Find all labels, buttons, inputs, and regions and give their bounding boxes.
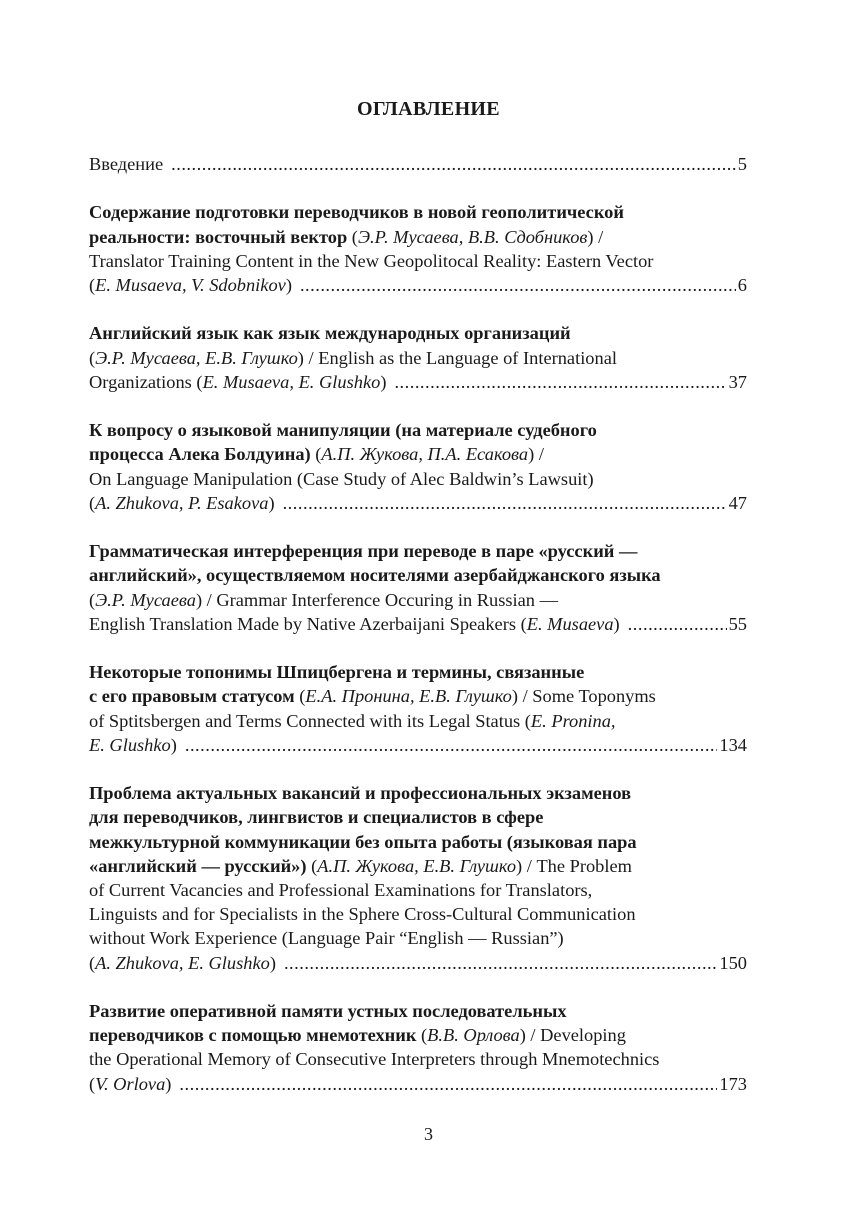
dot-leader bbox=[185, 733, 718, 757]
entry-authors: Э.Р. Мусаева, В.В. Сдобников bbox=[357, 226, 588, 247]
entry-authors-en: E. Musaeva, E. Glushko bbox=[202, 371, 381, 392]
entry-authors-en: E. Glushko bbox=[89, 734, 171, 755]
entry-title: «английский — русский») bbox=[89, 855, 307, 876]
entry-text: E. Glushko) bbox=[89, 734, 177, 755]
entry-authors-en: V. Orlova bbox=[95, 1073, 166, 1094]
dot-leader bbox=[628, 612, 727, 636]
entry-authors-en: A. Zhukova, E. Glushko bbox=[95, 952, 270, 973]
entry-authors: В.В. Орлова bbox=[427, 1025, 520, 1046]
page-ref: 150 bbox=[719, 952, 747, 973]
toc-line bbox=[89, 733, 747, 757]
entry-title-en: of Sptitsbergen and Terms Connected with its Legal Status ( bbox=[89, 710, 531, 731]
entry-text: ) / The Problem bbox=[516, 855, 632, 876]
page-number: 3 bbox=[424, 1124, 433, 1144]
entry-title-en: Translator Training Content in the New Geopolitocal Reality: Eastern Vector bbox=[89, 250, 654, 271]
entry-text: ( bbox=[347, 226, 358, 247]
entry-title: Содержание подготовки переводчиков в новой геополитической bbox=[89, 202, 624, 223]
page-ref: 55 bbox=[728, 613, 747, 634]
dot-leader bbox=[284, 951, 717, 975]
entry-text: Organizations (E. Musaeva, E. Glushko) bbox=[89, 371, 387, 392]
entry-title: для переводчиков, лингвистов и специалистов в сфере bbox=[89, 807, 544, 828]
toc-entry[interactable] bbox=[89, 200, 747, 297]
entry-authors-en: E. Musaeva bbox=[526, 613, 614, 634]
toc-entry[interactable] bbox=[89, 321, 747, 394]
entry-text: ) / English as the Language of International bbox=[297, 347, 617, 368]
page-ref: 37 bbox=[728, 371, 747, 392]
toc-entry[interactable] bbox=[89, 781, 747, 975]
entry-text: (A. Zhukova, E. Glushko) bbox=[89, 952, 276, 973]
page-ref: 5 bbox=[737, 154, 747, 174]
toc-line: (Э.Р. Мусаева) / Grammar Interference Occuring in Russian — bbox=[89, 589, 558, 610]
toc-line bbox=[89, 273, 747, 297]
entry-title-en: Linguists and for Specialists in the Sphere Cross-Cultural Communication bbox=[89, 904, 636, 925]
entry-text: ) / Developing bbox=[519, 1025, 626, 1046]
page-ref: 134 bbox=[719, 734, 747, 755]
toc-line bbox=[89, 370, 747, 394]
page-ref: 173 bbox=[719, 1073, 747, 1094]
entry-authors: А.П. Жукова, П.А. Есакова bbox=[321, 444, 529, 465]
entry-title-en: of Current Vacancies and Professional Examinations for Translators, bbox=[89, 880, 593, 900]
toc-entry[interactable] bbox=[89, 660, 747, 757]
entry-authors: Е.А. Пронина, Е.В. Глушко bbox=[305, 686, 512, 707]
toc-line bbox=[89, 951, 747, 975]
page-title: ОГЛАВЛЕНИЕ bbox=[357, 98, 500, 120]
entry-text: (A. Zhukova, P. Esakova) bbox=[89, 492, 275, 513]
toc-line bbox=[89, 152, 747, 176]
entry-text: ) / bbox=[587, 226, 604, 247]
entry-text: ) / Some Toponyms bbox=[511, 686, 656, 707]
entry-title: К вопросу о языковой манипуляции (на материале судебного bbox=[89, 420, 597, 441]
entry-title: реальности: восточный вектор bbox=[89, 226, 348, 247]
page-ref: 47 bbox=[728, 492, 747, 513]
toc-line bbox=[89, 491, 747, 515]
entry-title: Развитие оперативной памяти устных последовательных bbox=[89, 1001, 567, 1021]
toc-entry[interactable] bbox=[89, 999, 747, 1096]
entry-title: Проблема актуальных вакансий и профессиональных экзаменов bbox=[89, 783, 632, 804]
toc-entry-intro[interactable] bbox=[89, 152, 747, 176]
toc-line: процесса Алека Болдуина) (А.П. Жукова, П.А. Есакова) / bbox=[89, 444, 544, 465]
entry-title: с его правовым статусом bbox=[89, 686, 295, 707]
entry-authors: А.П. Жукова, Е.В. Глушко bbox=[317, 855, 517, 876]
toc-entry[interactable] bbox=[89, 539, 747, 636]
entry-text: (V. Orlova) bbox=[89, 1073, 172, 1094]
toc-line bbox=[89, 612, 747, 636]
dot-leader bbox=[283, 491, 727, 515]
entry-authors: Э.Р. Мусаева, Е.В. Глушко bbox=[95, 347, 298, 368]
dot-leader bbox=[171, 152, 736, 176]
toc-entry[interactable] bbox=[89, 418, 747, 515]
toc-line: с его правовым статусом (Е.А. Пронина, Е.В. Глушко) / Some Toponyms bbox=[89, 686, 656, 707]
entry-title: процесса Алека Болдуина) bbox=[89, 444, 311, 465]
entry-title: переводчиков с помощью мнемотехник bbox=[89, 1025, 417, 1046]
dot-leader bbox=[394, 370, 726, 394]
toc-line: (Э.Р. Мусаева, Е.В. Глушко) / English as the Language of International bbox=[89, 347, 617, 368]
entry-text: ) / Grammar Interference Occuring in Russian — bbox=[195, 589, 558, 610]
toc-line bbox=[89, 225, 747, 249]
page-ref: 6 bbox=[737, 275, 747, 295]
entry-title: Введение bbox=[89, 154, 164, 174]
entry-text: English Translation Made by Native Azerbaijani Speakers (E. Musaeva) bbox=[89, 613, 620, 634]
entry-title: Грамматическая интерференция при переводе в паре «русский — bbox=[89, 541, 638, 562]
entry-text: (E. Musaeva, V. Sdobnikov) bbox=[89, 275, 292, 295]
entry-title: Некоторые топонимы Шпицбергена и термины, связанные bbox=[89, 662, 585, 683]
toc-line bbox=[89, 709, 747, 733]
entry-title-en: without Work Experience (Language Pair “English — Russian”) bbox=[89, 928, 564, 949]
entry-title-en: the Operational Memory of Consecutive Interpreters through Mnemotechnics bbox=[89, 1049, 660, 1070]
entry-authors-en: E. Pronina, bbox=[530, 710, 616, 731]
entry-authors-en: E. Musaeva, V. Sdobnikov bbox=[95, 275, 286, 295]
table-of-contents bbox=[89, 152, 747, 1120]
entry-title: английский», осуществляемом носителями азербайджанского языка bbox=[89, 565, 661, 586]
entry-title: межкультурной коммуникации без опыта работы (языковая пара bbox=[89, 831, 637, 852]
entry-authors-en: A. Zhukova, P. Esakova bbox=[95, 492, 269, 513]
entry-title: Английский язык как язык международных организаций bbox=[89, 323, 571, 344]
dot-leader bbox=[300, 273, 736, 297]
entry-authors: Э.Р. Мусаева bbox=[95, 589, 196, 610]
toc-line: переводчиков с помощью мнемотехник (В.В. Орлова) / Developing bbox=[89, 1025, 626, 1046]
toc-line bbox=[89, 1072, 747, 1096]
entry-title-en: On Language Manipulation (Case Study of Alec Baldwin’s Lawsuit) bbox=[89, 468, 594, 489]
dot-leader bbox=[179, 1072, 717, 1096]
toc-line: «английский — русский») (А.П. Жукова, Е.В. Глушко) / The Problem bbox=[89, 855, 632, 876]
